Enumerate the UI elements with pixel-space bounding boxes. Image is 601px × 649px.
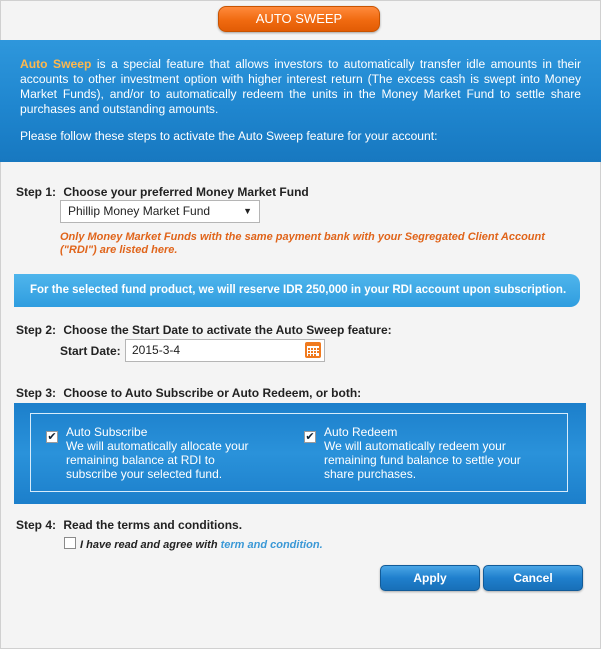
auto-subscribe-description: We will automatically allocate your remaining balance at RDI to subscribe your selected fund. bbox=[66, 439, 249, 481]
step4-text: Read the terms and conditions. bbox=[63, 518, 243, 532]
terms-link[interactable]: term and condition. bbox=[220, 539, 323, 551]
step2-text: Choose the Start Date to activate the Auto Sweep feature: bbox=[63, 323, 392, 337]
fund-select[interactable] bbox=[60, 200, 260, 223]
sweep-options-panel bbox=[14, 403, 586, 504]
step1-heading bbox=[16, 185, 309, 199]
sweep-options-box bbox=[30, 413, 568, 492]
step4-label: Step 4: bbox=[16, 518, 57, 532]
step3-heading bbox=[16, 386, 361, 400]
auto-redeem-title: Auto Redeem bbox=[324, 425, 398, 439]
intro-body: is a special feature that allows investors to automatically transfer idle amounts in their accounts to other investment option with higher interest return (The excess cash is swept into Money Market Funds), and/or to automatically redeem the units in the Money Market Fund to settle share purchases and outstanding amounts. bbox=[20, 57, 581, 116]
intro-text bbox=[20, 57, 581, 117]
apply-button[interactable]: Apply bbox=[380, 565, 480, 591]
start-date-input[interactable]: 2015-3-4 bbox=[125, 339, 325, 362]
chevron-down-icon: ▼ bbox=[243, 206, 252, 216]
cancel-button[interactable]: Cancel bbox=[483, 565, 583, 591]
step2-heading bbox=[16, 323, 392, 337]
intro-highlight: Auto Sweep bbox=[20, 57, 92, 71]
fund-select-value: Phillip Money Market Fund bbox=[68, 204, 211, 218]
step3-label: Step 3: bbox=[16, 386, 57, 400]
step2-label: Step 2: bbox=[16, 323, 57, 337]
auto-redeem-description: We will automatically redeem your remaining fund balance to settle your share purchases. bbox=[324, 439, 521, 481]
reserve-notice: For the selected fund product, we will reserve IDR 250,000 in your RDI account upon subscription. bbox=[14, 274, 580, 307]
start-date-label: Start Date: bbox=[60, 344, 121, 358]
auto-subscribe-checkbox[interactable]: ✔ bbox=[47, 431, 57, 443]
calendar-icon[interactable] bbox=[305, 342, 321, 358]
terms-agree-text: I have read and agree with bbox=[80, 539, 221, 551]
intro-panel bbox=[0, 40, 601, 162]
step4-heading bbox=[16, 518, 242, 532]
intro-instruction: Please follow these steps to activate the Auto Sweep feature for your account: bbox=[20, 129, 438, 143]
step3-text: Choose to Auto Subscribe or Auto Redeem, or both: bbox=[63, 386, 362, 400]
auto-subscribe-title: Auto Subscribe bbox=[66, 425, 148, 439]
auto-redeem-checkbox[interactable]: ✔ bbox=[305, 431, 315, 443]
dialog-title: AUTO SWEEP bbox=[218, 6, 380, 32]
terms-checkbox[interactable] bbox=[64, 537, 76, 549]
fund-note: Only Money Market Funds with the same payment bank with your Segregated Client Account ("RDI") are listed here. bbox=[60, 231, 545, 256]
step1-label: Step 1: bbox=[16, 185, 57, 199]
step1-text: Choose your preferred Money Market Fund bbox=[63, 185, 309, 199]
terms-text bbox=[80, 539, 323, 551]
